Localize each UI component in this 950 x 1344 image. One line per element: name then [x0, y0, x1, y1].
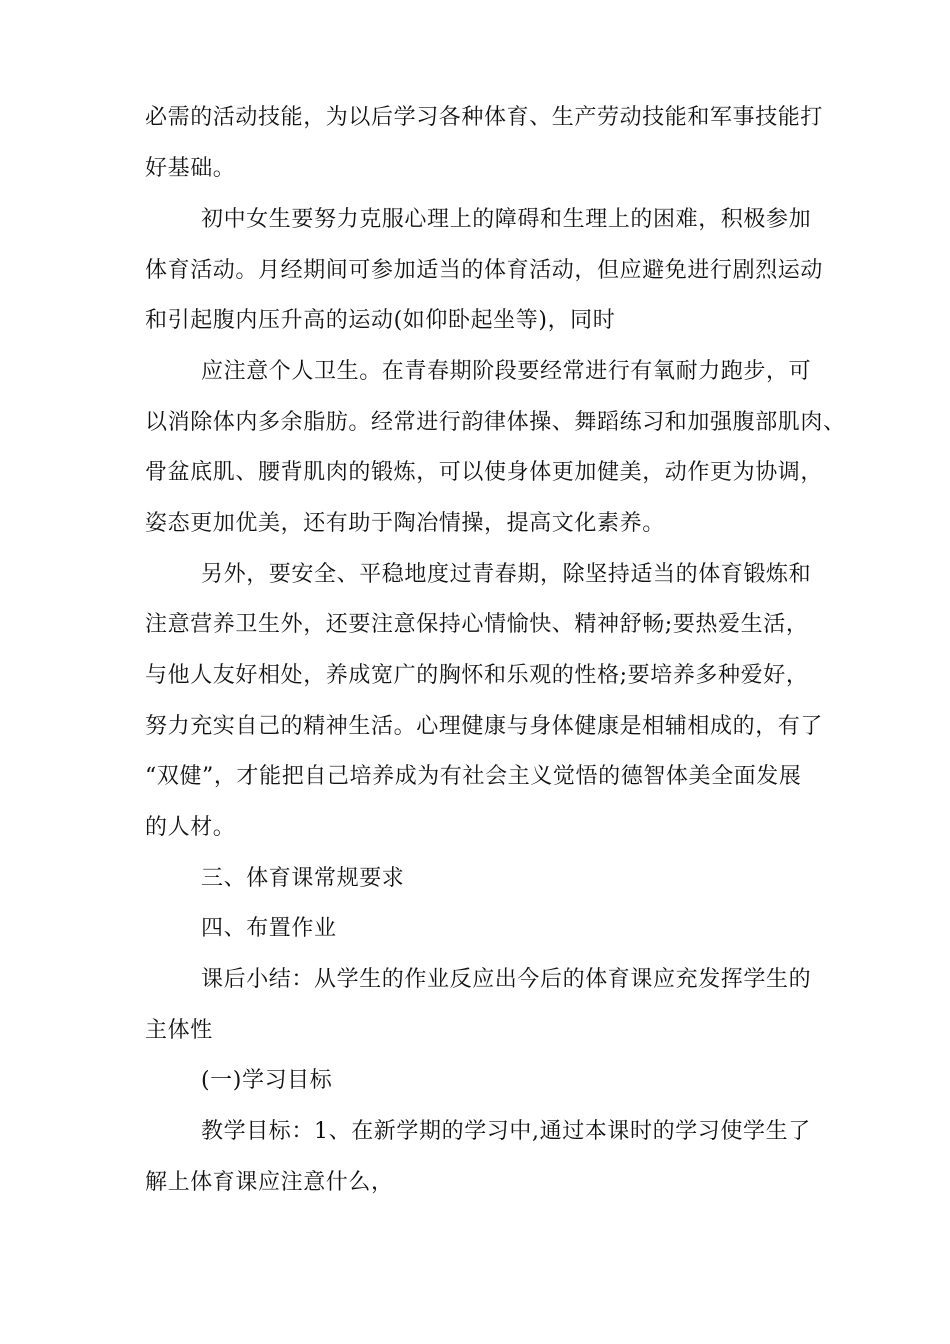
- text-line: 和引起腹内压升高的运动(如仰卧起坐等)，同时: [145, 308, 616, 333]
- text-line: 与他人友好相处，养成宽广的胸怀和乐观的性格;要培养多种爱好，: [145, 663, 809, 688]
- section-heading: (一)学习目标: [201, 1068, 333, 1093]
- text-line: 好基础。: [145, 156, 236, 181]
- text-line: 姿态更加优美，还有助于陶冶情操，提高文化素养。: [145, 511, 665, 536]
- text-line: 必需的活动技能，为以后学习各种体育、生产劳动技能和军事技能打: [145, 105, 824, 130]
- text-line: 解上体育课应注意什么，: [145, 1170, 394, 1195]
- text-line: 另外，要安全、平稳地度过青春期，除坚持适当的体育锻炼和: [201, 562, 812, 587]
- text-line: 骨盆底肌、腰背肌肉的锻炼，可以使身体更加健美，动作更为协调，: [145, 460, 824, 485]
- text-line: 注意营养卫生外，还要注意保持心情愉快、精神舒畅;要热爱生活，: [145, 612, 809, 637]
- text-line: 教学目标：1、在新学期的学习中,通过本课时的学习使学生了: [201, 1119, 811, 1144]
- text-line: 体育活动。月经期间可参加适当的体育活动，但应避免进行剧烈运动: [145, 258, 824, 283]
- text-line: “双健”，才能把自己培养成为有社会主义觉悟的德智体美全面发展: [145, 764, 802, 789]
- text-line: 努力充实自己的精神生活。心理健康与身体健康是相辅相成的，有了: [145, 714, 824, 739]
- text-line: 的人材。: [145, 815, 236, 840]
- text-line: 以消除体内多余脂肪。经常进行韵律体操、舞蹈练习和加强腹部肌肉、: [145, 410, 846, 435]
- text-line: 课后小结：从学生的作业反应出今后的体育课应充发挥学生的: [201, 967, 812, 992]
- text-line: 初中女生要努力克服心理上的障碍和生理上的困难，积极参加: [201, 207, 812, 232]
- text-line: 应注意个人卫生。在青春期阶段要经常进行有氧耐力跑步，可: [201, 359, 812, 384]
- section-heading: 四、布置作业: [201, 916, 337, 941]
- section-heading: 三、体育课常规要求: [201, 866, 405, 891]
- text-line: 主体性: [145, 1018, 213, 1043]
